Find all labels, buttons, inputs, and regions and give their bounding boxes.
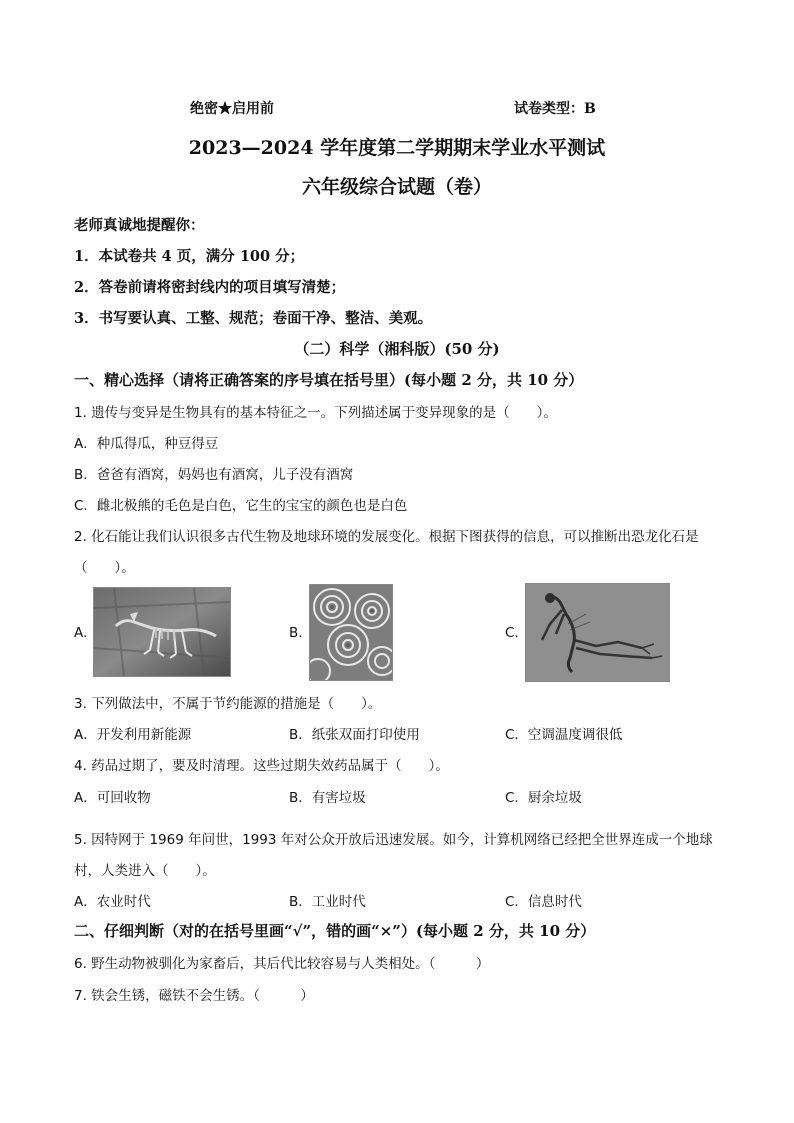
question-5-option-a: A．农业时代	[74, 894, 151, 910]
dinosaur-fossil-image	[93, 587, 231, 677]
question-4-option-c: C．厨余垃圾	[505, 790, 582, 806]
ammonite-fossil-image	[309, 584, 393, 681]
question-2-stem: 2. 化石能让我们认识很多古代生物及地球环境的发展变化。根据下图获得的信息，可以推断出恐龙化石是	[74, 529, 699, 545]
question-3-stem: 3. 下列做法中，不属于节约能源的措施是（ ）。	[74, 696, 382, 712]
notice-item: 2．答卷前请将密封线内的项目填写清楚；	[74, 279, 346, 296]
section-two-title: 二、仔细判断（对的在括号里画“√”，错的画“×”）(每小题 2 分，共 10 分）	[74, 922, 596, 940]
paper-type-label: 试卷类型：B	[514, 101, 596, 117]
question-2-option-a: A.	[74, 625, 88, 641]
part-title: （二）科学（湘科版）(50 分)	[294, 340, 500, 358]
exam-title: 2023—2024 学年度第二学期期末学业水平测试	[188, 137, 606, 159]
question-3-option-c: C．空调温度调很低	[505, 727, 623, 743]
question-1-option-b: B．爸爸有酒窝，妈妈也有酒窝，儿子没有酒窝	[74, 467, 354, 483]
question-4-option-a: A．可回收物	[74, 790, 151, 806]
bird-fossil-image	[525, 583, 670, 682]
question-2-option-c: C.	[505, 625, 519, 641]
question-2-option-b: B.	[289, 625, 303, 641]
question-5-stem: 5. 因特网于 1969 年问世，1993 年对公众开放后迅速发展。如今，计算机网络已经把全世界连成一个地球	[74, 832, 713, 848]
question-5-option-b: B．工业时代	[289, 894, 366, 910]
question-1-option-c: C．雌北极熊的毛色是白色，它生的宝宝的颜色也是白色	[74, 498, 408, 514]
question-5-stem-cont: 村，人类进入（ ）。	[74, 863, 216, 879]
question-6: 6. 野生动物被驯化为家畜后，其后代比较容易与人类相处。（ ）	[74, 956, 490, 972]
question-4-option-b: B．有害垃圾	[289, 790, 366, 806]
question-1-stem: 1. 遗传与变异是生物具有的基本特征之一。下列描述属于变异现象的是（ ）。	[74, 405, 557, 421]
confidential-label: 绝密★启用前	[190, 101, 274, 117]
question-3-option-a: A．开发利用新能源	[74, 727, 192, 743]
question-2-stem-cont: （ ）。	[74, 560, 135, 576]
notice-item: 1．本试卷共 4 页，满分 100 分；	[74, 248, 305, 265]
section-one-title: 一、精心选择（请将正确答案的序号填在括号里）(每小题 2 分，共 10 分）	[74, 371, 584, 389]
question-3-option-b: B．纸张双面打印使用	[289, 727, 420, 743]
question-5-option-c: C．信息时代	[505, 894, 582, 910]
notice-item: 3．书写要认真、工整、规范；卷面干净、整洁、美观。	[74, 310, 433, 327]
question-4-stem: 4. 药品过期了，要及时清理。这些过期失效药品属于（ ）。	[74, 758, 449, 774]
question-7: 7. 铁会生锈，磁铁不会生锈。（ ）	[74, 988, 314, 1004]
exam-subtitle: 六年级综合试题（卷）	[301, 176, 492, 198]
question-1-option-a: A．种瓜得瓜，种豆得豆	[74, 436, 219, 452]
notice-heading: 老师真诚地提醒你：	[74, 217, 205, 234]
